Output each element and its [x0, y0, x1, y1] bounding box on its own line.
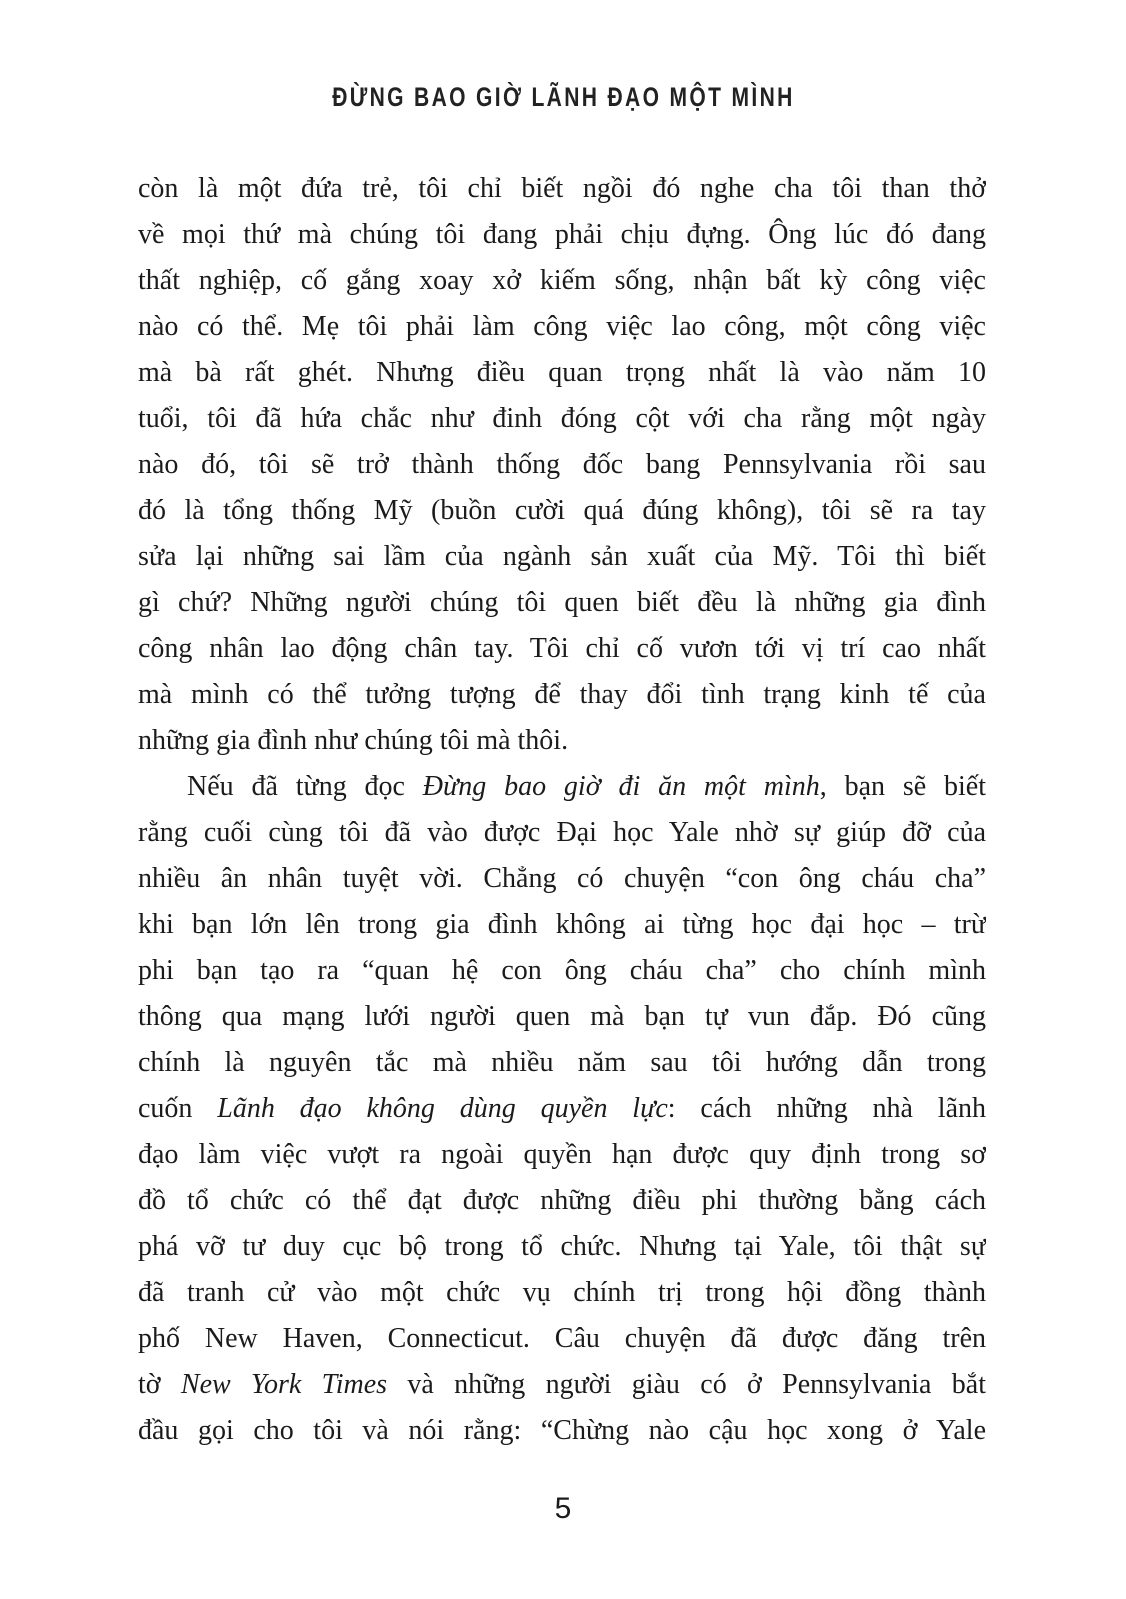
text-run: : cách những nhà lãnh: [667, 1093, 986, 1124]
text-run: tờ: [138, 1369, 181, 1400]
text-line: đã tranh cử vào một chức vụ chính trị trong hội đồng thành: [138, 1277, 986, 1308]
text-run: cuốn: [138, 1093, 218, 1124]
text-line: [138, 764, 986, 810]
text-line: nào có thể. Mẹ tôi phải làm công việc lao công, một công việc: [138, 311, 986, 342]
text-run: Nếu đã từng đọc: [187, 771, 423, 802]
text-line: những gia đình như chúng tôi mà thôi.: [138, 725, 569, 756]
text-line: thất nghiệp, cố gắng xoay xở kiếm sống, nhận bất kỳ công việc: [138, 265, 986, 296]
text-line: nhiều ân nhân tuyệt vời. Chẳng có chuyện “con ông cháu cha”: [138, 863, 986, 894]
text-line: đó là tổng thống Mỹ (buồn cười quá đúng không), tôi sẽ ra tay: [138, 495, 986, 526]
text-line: đầu gọi cho tôi và nói rằng: “Chừng nào cậu học xong ở Yale: [138, 1415, 986, 1446]
book-title-italic: Đừng bao giờ đi ăn một mình: [422, 771, 820, 802]
text-line: khi bạn lớn lên trong gia đình không ai từng học đại học – trừ: [138, 909, 986, 940]
text-line: phá vỡ tư duy cục bộ trong tổ chức. Nhưng tại Yale, tôi thật sự: [138, 1231, 986, 1262]
text-line: gì chứ? Những người chúng tôi quen biết đều là những gia đình: [138, 587, 986, 618]
text-run: và những người giàu có ở Pennsylvania bắt: [387, 1369, 986, 1400]
text-line: đồ tổ chức có thể đạt được những điều phi thường bằng cách: [138, 1185, 986, 1216]
text-line: đạo làm việc vượt ra ngoài quyền hạn được quy định trong sơ: [138, 1139, 986, 1170]
text-line: rằng cuối cùng tôi đã vào được Đại học Yale nhờ sự giúp đỡ của: [138, 817, 986, 848]
text-line: sửa lại những sai lầm của ngành sản xuất của Mỹ. Tôi thì biết: [138, 541, 986, 572]
text-line: [138, 1086, 986, 1132]
text-line: còn là một đứa trẻ, tôi chỉ biết ngồi đó nghe cha tôi than thở: [138, 173, 986, 204]
text-line: phi bạn tạo ra “quan hệ con ông cháu cha” cho chính mình: [138, 955, 986, 986]
body-text: [138, 166, 986, 1454]
text-line: về mọi thứ mà chúng tôi đang phải chịu đựng. Ông lúc đó đang: [138, 219, 986, 250]
text-line: mà mình có thể tưởng tượng để thay đổi tình trạng kinh tế của: [138, 679, 986, 710]
text-line: mà bà rất ghét. Nhưng điều quan trọng nhất là vào năm 10: [138, 357, 986, 388]
text-line: công nhân lao động chân tay. Tôi chỉ cố vươn tới vị trí cao nhất: [138, 633, 986, 664]
text-line: chính là nguyên tắc mà nhiều năm sau tôi hướng dẫn trong: [138, 1047, 986, 1078]
text-line: tuổi, tôi đã hứa chắc như đinh đóng cột với cha rằng một ngày: [138, 403, 986, 434]
text-line: phố New Haven, Connecticut. Câu chuyện đã được đăng trên: [138, 1323, 986, 1354]
running-header: [0, 82, 1126, 113]
text-run: , bạn sẽ biết: [819, 771, 986, 802]
text-line: thông qua mạng lưới người quen mà bạn tự vun đắp. Đó cũng: [138, 1001, 986, 1032]
book-title-header: ĐỪNG BAO GIỜ LÃNH ĐẠO MỘT MÌNH: [331, 82, 795, 112]
text-line: [138, 1362, 986, 1408]
newspaper-title-italic: New York Times: [180, 1369, 388, 1400]
page-number: 5: [554, 1492, 572, 1525]
text-line: nào đó, tôi sẽ trở thành thống đốc bang Pennsylvania rồi sau: [138, 449, 986, 480]
book-title-italic: Lãnh đạo không dùng quyền lực: [217, 1093, 668, 1124]
